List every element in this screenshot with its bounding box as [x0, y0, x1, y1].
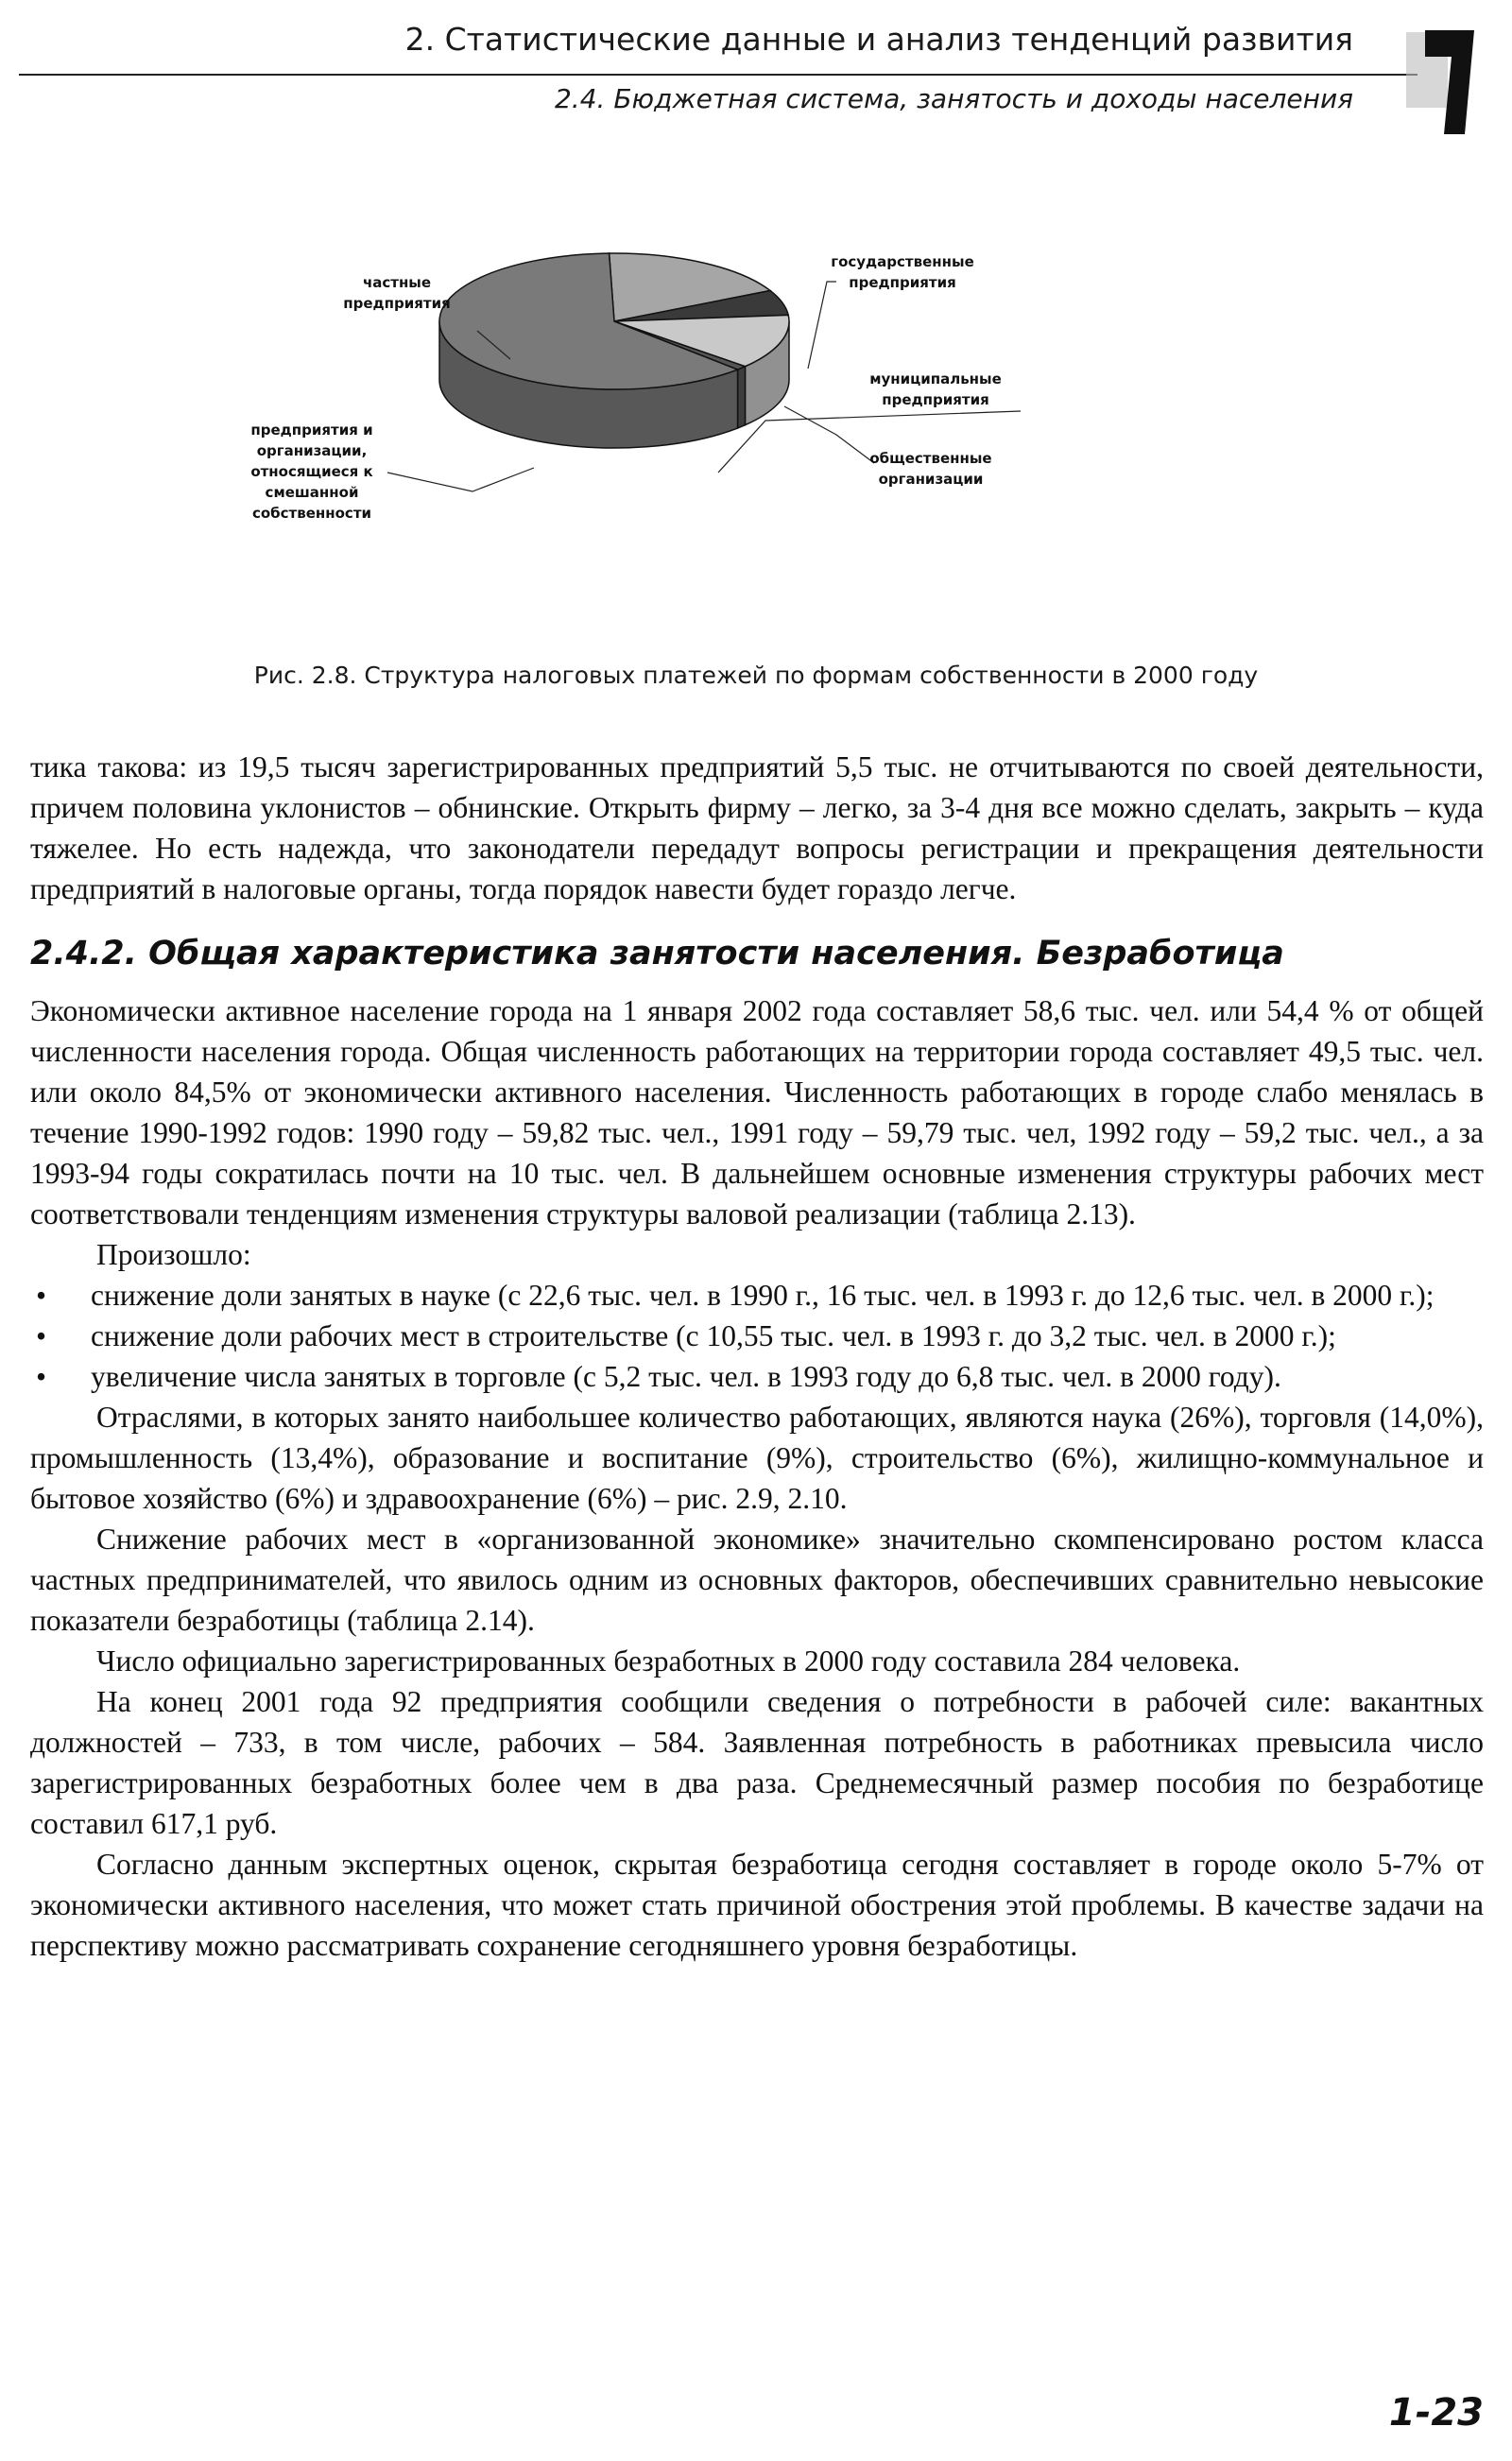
- paragraph: Экономически активное население города на 1 января 2002 года составляет 58,6 тыс. чел. или 54,4 % от общей численности населения города. Общая численность работающих на территории города составляет 49,5 тыс. чел. или около 84,5% от экономически активного населения. Численность работающих в городе слабо менялась в течение 1990-1992 годов: 1990 году – 59,82 тыс. чел., 1991 году – 59,79 тыс. чел, 1992 году – 59,2 тыс. чел., а за 1993-94 годы сократилась почти на 10 тыс. чел. В дальнейшем основные изменения структуры рабочих мест соответствовали тенденциям изменения структуры валовой реализации (таблица 2.13).: [30, 994, 1484, 1230]
- paragraph: Согласно данным экспертных оценок, скрытая безработица сегодня составляет в городе около 5-7% от экономически активного населения, что может стать причиной обострения этой проблемы. В качестве задачи на перспективу можно рассматривать сохранение сегодняшнего уровня безработицы.: [30, 1848, 1484, 1962]
- figure-caption: Рис. 2.8. Структура налоговых платежей по формам собственности в 2000 году: [253, 662, 1259, 689]
- pie-chart: [250, 180, 1257, 633]
- list-item: • снижение доли рабочих мест в строительстве (с 10,55 тыс. чел. в 1993 г. до 3,2 тыс. чел. в 2000 г.);: [30, 1316, 1484, 1356]
- paragraph: Произошло:: [96, 1238, 251, 1271]
- list-item: • снижение доли занятых в науке (с 22,6 тыс. чел. в 1990 г., 16 тыс. чел. в 1993 г. до 12,6 тыс. чел. в 2000 г.);: [30, 1275, 1484, 1316]
- paragraph: Снижение рабочих мест в «организованной экономике» значительно скомпенсировано ростом класса частных предпринимателей, что явилось одним из основных факторов, обеспечивших сравнительно невысокие показатели безработицы (таблица 2.14).: [30, 1523, 1484, 1637]
- slice-label: предприятия и организации, относящиеся к смешанной собственности: [250, 422, 373, 522]
- paragraph: Число официально зарегистрированных безработных в 2000 году составила 284 человека.: [96, 1644, 1241, 1678]
- slice-label: государственные предприятия: [831, 253, 974, 291]
- slice-label: частные предприятия: [343, 274, 451, 312]
- slice-label: муниципальные предприятия: [869, 370, 1002, 408]
- paragraph-intro: тика такова: из 19,5 тысяч зарегистрированных предприятий 5,5 тыс. не отчитываются по своей деятельности, причем половина уклонистов – обнинские. Открыть фирму – легко, за 3-4 дня все можно сделать, закрыть – куда тяжелее. Но есть надежда, что законодатели передадут вопросы регистрации и прекращения деятельности предприятий в налоговые органы, тогда порядок навести будет гораздо легче.: [30, 750, 1484, 905]
- page-number: 1-23: [1388, 2391, 1484, 2435]
- pie-tops: [439, 253, 789, 389]
- running-header-title: 2. Статистические данные и анализ тенденций развития: [404, 21, 1353, 58]
- bullet-list: [30, 1275, 1484, 1397]
- paragraph: На конец 2001 года 92 предприятия сообщили сведения о потребности в рабочей силе: вакантных должностей – 733, в том числе, рабочих – 584. Заявленная потребность в работниках превысила число зарегистрированных безработных более чем в два раза. Среднемесячный размер пособия по безработице составил 617,1 руб.: [30, 1685, 1484, 1840]
- leader-line: [808, 282, 836, 369]
- running-header-subtitle: 2.4. Бюджетная система, занятость и доходы населения: [554, 83, 1353, 114]
- body-text: [30, 747, 1484, 1966]
- leader-line: [784, 406, 874, 463]
- slice-label: общественные организации: [869, 450, 992, 488]
- chapter-number-mark: [1406, 23, 1482, 136]
- paragraph: Отраслями, в которых занято наибольшее количество работающих, являются наука (26%), торговля (14,0%), промышленность (13,4%), образование и воспитание (9%), строительство (6%), жилищно-коммунальное и бытовое хозяйство (6%) и здравоохранение (6%) – рис. 2.9, 2.10.: [30, 1401, 1484, 1515]
- header-rule: [19, 74, 1418, 76]
- list-item: • увеличение числа занятых в торговле (с 5,2 тыс. чел. в 1993 году до 6,8 тыс. чел. в 2000 году).: [30, 1356, 1484, 1397]
- leader-line: [387, 468, 534, 491]
- section-heading: 2.4.2. Общая характеристика занятости населения. Безработица: [30, 935, 1284, 972]
- pie-slice-side: [738, 367, 746, 428]
